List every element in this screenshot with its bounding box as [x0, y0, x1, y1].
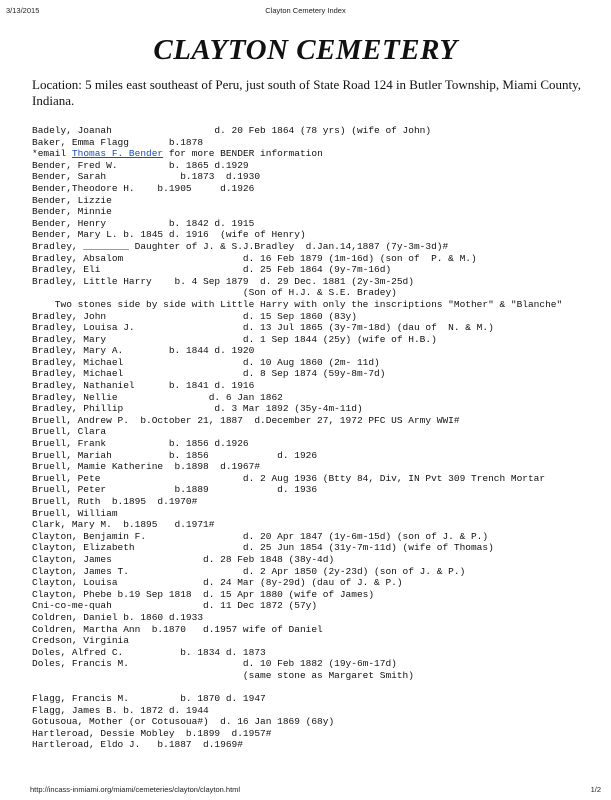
burial-entry: Doles, Francis M. d. 10 Feb 1882 (19y-6m-17d)	[32, 658, 397, 670]
burial-entry: Bender, Mary L. b. 1845 d. 1916 (wife of Henry)	[32, 229, 306, 241]
burial-entry: Bradley, Phillip d. 3 Mar 1892 (35y-4m-11d)	[32, 403, 363, 415]
burial-entry: Clark, Mary M. b.1895 d.1971#	[32, 519, 215, 531]
burial-entry: Coldren, Daniel b. 1860 d.1933	[32, 611, 204, 623]
burial-entry: Doles, Alfred C. b. 1834 d. 1873	[32, 646, 266, 658]
burial-entry: Hartleroad, Dessie Mobley b.1899 d.1957#	[32, 727, 272, 739]
burial-entry: Bradley, Nellie d. 6 Jan 1862	[32, 391, 283, 403]
burial-entry: Bender, Fred W. b. 1865 d.1929	[32, 159, 249, 171]
burial-entry: Bradley, Michael d. 8 Sep 1874 (59y-8m-7d)	[32, 368, 386, 380]
burial-entry: Bender, Henry b. 1842 d. 1915	[32, 217, 255, 229]
burial-entry: Credson, Virginia	[32, 635, 129, 647]
burial-entry: Bender, Minnie	[32, 206, 112, 218]
page-title: CLAYTON CEMETERY	[153, 34, 458, 66]
burial-entry	[32, 682, 607, 694]
burial-entry: Badely, Joanah d. 20 Feb 1864 (78 yrs) (wife of John)	[32, 125, 432, 136]
print-header-title: Clayton Cemetery Index	[265, 6, 346, 15]
burial-entry: Clayton, Benjamin F. d. 20 Apr 1847 (1y-6m-15d) (son of J. & P.)	[32, 530, 489, 542]
burial-entry: Bruell, Pete d. 2 Aug 1936 (Btty 84, Div, IN Pvt 309 Trench Mortar	[32, 472, 546, 484]
burial-entry: Gotusoua, Mother (or Cotusoua#) d. 16 Jan 1869 (68y)	[32, 716, 335, 728]
burial-entry: (same stone as Margaret Smith)	[32, 669, 414, 681]
burial-entry: Bender, Sarah b.1873 d.1930	[32, 171, 261, 183]
burial-entry: Bradley, Mary d. 1 Sep 1844 (25y) (wife of H.B.)	[32, 333, 437, 345]
burial-entry: Bradley, Mary A. b. 1844 d. 1920	[32, 345, 255, 357]
burial-entry: Bradley, Nathaniel b. 1841 d. 1916	[32, 380, 255, 392]
burial-entry: Bradley, Michael d. 10 Aug 1860 (2m- 11d)	[32, 356, 380, 368]
email-suffix: for more BENDER information	[163, 148, 323, 160]
burial-entry: Bradley, Eli d. 25 Feb 1864 (9y-7m-16d)	[32, 264, 392, 276]
burial-entry: Bradley, John d. 15 Sep 1860 (83y)	[32, 310, 357, 322]
burial-entry: Clayton, James T. d. 2 Apr 1850 (2y-23d) (son of J. & P.)	[32, 565, 466, 577]
burial-entry: Cni-co-me-quah d. 11 Dec 1872 (57y)	[32, 600, 318, 612]
burial-entry: Bruell, Clara	[32, 426, 107, 438]
email-prefix: *email	[32, 148, 72, 160]
burial-entry: Clayton, Phebe b.19 Sep 1818 d. 15 Apr 1880 (wife of James)	[32, 588, 375, 600]
burial-entry: Flagg, James B. b. 1872 d. 1944	[32, 704, 209, 716]
burial-entry: Clayton, Louisa d. 24 Mar (8y-29d) (dau of J. & P.)	[32, 577, 403, 589]
burial-entry: Coldren, Martha Ann b.1870 d.1957 wife of Daniel	[32, 623, 323, 635]
location-description: Location: 5 miles east southeast of Peru, just south of State Road 124 in Butler Township, Miami County, Indiana.	[32, 77, 582, 108]
burial-entry: Clayton, James d. 28 Feb 1848 (38y-4d)	[32, 553, 335, 565]
burial-entry: Bruell, Mariah b. 1856 d. 1926	[32, 449, 318, 461]
footer-url: http://incass-inmiami.org/miami/cemeteries/clayton/clayton.html	[30, 785, 241, 794]
burial-entry: Bruell, Ruth b.1895 d.1970#	[32, 496, 198, 507]
email-link[interactable]: Thomas F. Bender	[71, 148, 164, 160]
burial-entry: Bruell, Andrew P. b.October 21, 1887 d.December 27, 1972 PFC US Army WWI#	[32, 414, 460, 426]
footer-page-number: 1/2	[590, 785, 601, 794]
burial-entry: Two stones side by side with Little Harry with only the inscriptions "Mother" & "Blanche"	[32, 298, 563, 310]
burial-entry: Flagg, Francis M. b. 1870 d. 1947	[32, 693, 266, 705]
burial-entry: Baker, Emma Flagg b.1878	[32, 136, 204, 148]
burial-entry: Bruell, Mamie Katherine b.1898 d.1967#	[32, 461, 261, 473]
print-date: 3/13/2015	[6, 6, 40, 15]
burial-entry: Clayton, Elizabeth d. 25 Jun 1854 (31y-7m-11d) (wife of Thomas)	[32, 542, 494, 554]
burial-entry: Bruell, William	[32, 507, 118, 519]
burial-entry: Bruell, Frank b. 1856 d.1926	[32, 438, 249, 450]
burial-entry: Bradley, Absalom d. 16 Feb 1879 (1m-16d) (son of P. & M.)	[32, 252, 477, 264]
burial-entry: (Son of H.J. & S.E. Bradey)	[32, 287, 397, 299]
burial-entry: Bruell, Peter b.1889 d. 1936	[32, 484, 318, 496]
burial-entry: Hartleroad, Eldo J. b.1887 d.1969#	[32, 739, 243, 751]
burial-entry: Bradley, ________ Daughter of J. & S.J.Bradley d.Jan.14,1887 (7y-3m-3d)#	[32, 240, 449, 252]
burial-list	[32, 125, 607, 751]
burial-entry: Bradley, Louisa J. d. 13 Jul 1865 (3y-7m-18d) (dau of N. & M.)	[32, 322, 494, 334]
burial-entry: Bender,Theodore H. b.1905 d.1926	[32, 182, 255, 194]
email-note	[32, 148, 607, 160]
burial-entry: Bender, Lizzie	[32, 194, 112, 206]
burial-entry: Bradley, Little Harry b. 4 Sep 1879 d. 29 Dec. 1881 (2y-3m-25d)	[32, 275, 414, 287]
